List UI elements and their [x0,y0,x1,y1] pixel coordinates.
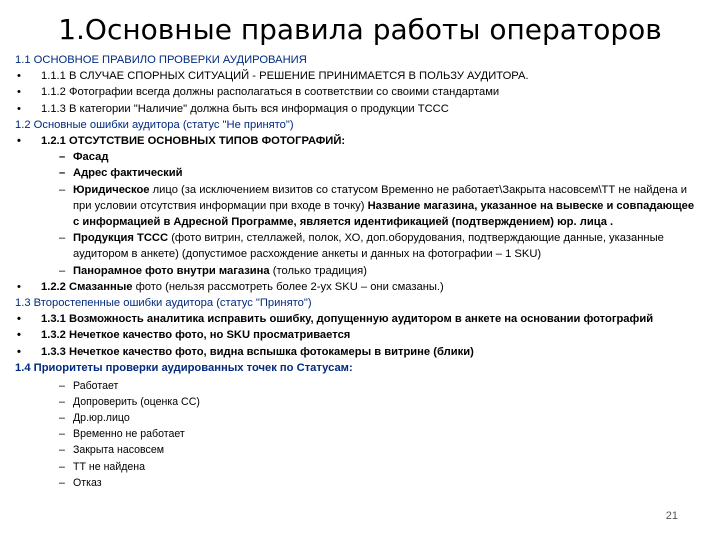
bullet-marker: • [17,70,21,83]
dash-marker: – [59,396,65,409]
list-item [15,101,705,117]
section-heading-1-3: 1.3 Второстепенные ошибки аудитора (статус "Принято") [15,297,312,310]
dash-marker: – [59,151,66,164]
sub-list-item [15,230,705,262]
list-item [15,279,705,295]
section-heading-1-2: 1.2 Основные ошибки аудитора (статус "Не принято") [15,118,294,131]
status-item [15,378,705,394]
list-item [15,133,705,149]
dash-marker: – [59,232,66,245]
status-text: Закрыта насовсем [73,444,165,457]
item-text-bold: Панорамное фото внутри магазина [73,264,270,277]
dash-marker: – [59,183,66,196]
status-item [15,426,705,442]
status-item [15,442,705,458]
list-item [15,327,705,343]
dash-marker: – [59,444,65,457]
status-item [15,394,705,410]
status-item [15,410,705,426]
page-title: 1.Основные правила работы операторов [58,13,662,46]
status-text: Допроверить (оценка СС) [73,396,200,409]
item-text: лицо (за исключением визитов со статусом Временно не работает\Закрыта насовсем\ТТ не найдена и при условии отсутствия информации при входе в точку) [73,183,687,212]
item-text-bold: Продукция ТССС [73,232,169,245]
sub-list-item [15,182,705,231]
bullet-marker: • [17,135,21,148]
item-text: 1.2.1 ОТСУТСТВИЕ ОСНОВНЫХ ТИПОВ ФОТОГРАФИЙ: [41,135,346,148]
bullet-marker: • [17,86,21,99]
section-heading-1-4: 1.4 Приоритеты проверки аудированных точек по Статусам: [15,361,353,374]
dash-marker: – [59,167,66,180]
dash-marker: – [59,380,65,393]
bullet-marker: • [17,313,21,326]
sub-list-item [15,263,705,279]
item-text: (фото витрин, стеллажей, полок, ХО, доп.оборудования, подтверждающие данные, указанные аудитором в анкете) (допустимое расхождение анкеты и данных на фотографии – 1 SKU) [73,232,664,261]
section-heading-1-1: 1.1 ОСНОВНОЕ ПРАВИЛО ПРОВЕРКИ АУДИРОВАНИЯ [15,54,307,66]
dash-marker: – [59,428,65,441]
sub-list-item [15,149,705,165]
status-text: Работает [73,380,119,393]
list-item [15,311,705,327]
item-text: Адрес фактический [73,167,183,180]
item-text-bold: 1.2.2 Смазанные [41,280,133,293]
bullet-marker: • [17,102,21,115]
dash-marker: – [59,412,65,425]
item-text: 1.1.3 В категории "Наличие" должна быть вся информация о продукции ТССС [41,102,449,115]
status-text: Временно не работает [73,428,185,441]
item-text: 1.1.1 В СЛУЧАЕ СПОРНЫХ СИТУАЦИЙ - РЕШЕНИЕ ПРИНИМАЕТСЯ В ПОЛЬЗУ АУДИТОРА. [41,70,529,83]
item-text: фото (нельзя рассмотреть более 2-ух SKU – они смазаны.) [132,280,444,293]
item-text: (только традиция) [269,264,367,277]
dash-marker: – [59,264,66,277]
item-text: 1.3.3 Нечеткое качество фото, видна вспышка фотокамеры в витрине (блики) [41,345,474,358]
item-text: 1.3.1 Возможность аналитика исправить ошибку, допущенную аудитором в анкете на основании фотографий [41,313,654,326]
bullet-marker: • [17,345,21,358]
item-text: 1.1.2 Фотографии всегда должны располагаться в соответствии со своими стандартами [41,86,500,99]
bullet-marker: • [17,329,21,342]
status-item [15,475,705,491]
sub-list-item [15,165,705,181]
slide-content [15,52,705,491]
item-text-bold-tail: Название магазина, указанное на вывеске и совпадающее с информацией в Адресной Программе, является идентификацией (подтверждением) юр. лица . [73,199,695,229]
status-item [15,459,705,475]
item-text: 1.3.2 Нечеткое качество фото, но SKU просматривается [41,329,351,342]
bullet-marker: • [17,280,21,293]
list-item [15,344,705,360]
list-item [15,84,705,100]
status-text: Др.юр.лицо [73,412,130,425]
page-number: 21 [665,510,678,522]
item-text-bold: Юридическое [73,183,150,196]
status-text: ТТ не найдена [73,460,146,473]
dash-marker: – [59,460,65,473]
dash-marker: – [59,476,65,489]
list-item [15,68,705,84]
status-text: Отказ [73,476,102,489]
item-text: Фасад [73,151,109,164]
